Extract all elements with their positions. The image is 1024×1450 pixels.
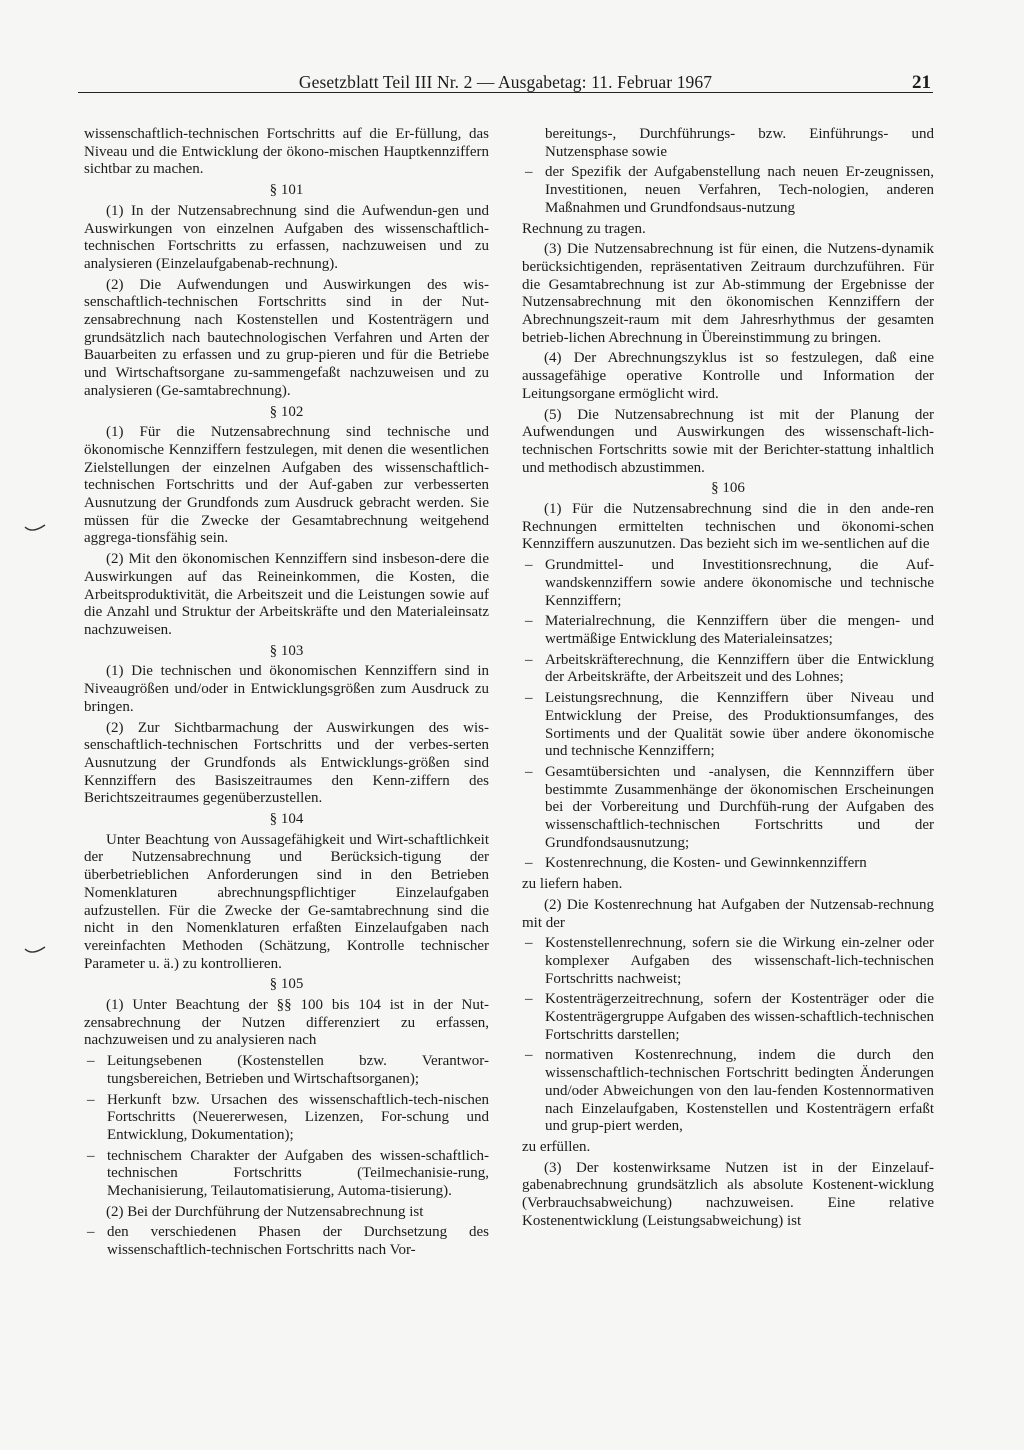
list-item: – Kostenstellenrechnung, sofern sie die Wirkung ein-zelner oder komplexer Aufgaben des wissenschaft-lich-technischen Fortschritts nachweist; [522, 935, 934, 988]
list-item: – Leistungsrechnung, die Kennziffern über Niveau und Entwicklung der Preise, des Produktionsumfanges, des Sortiments und der Qualität sowie über andere ökonomische und technische Kennziffern; [522, 690, 934, 761]
paragraph: (3) Der kostenwirksame Nutzen ist in der Einzelauf-gabenabrechnung grundsätzlich als absolute Kostenent-wicklung (Verbrauchsabweichung) nachzuweisen. Eine relative Kostenentwicklung (Leistungsabweichung) ist [522, 1159, 934, 1229]
paragraph: (5) Die Nutzensabrechnung ist mit der Planung der Aufwendungen und Auswirkungen des wissenschaft-lich-technischen Fortschritts sowie mit der Berichter-stattung inhaltlich und methodisch abzustimmen. [522, 406, 934, 476]
list-item: – Grundmittel- und Investitionsrechnung, die Auf-wandskennziffern sowie andere ökonomische und technische Kennziffern; [522, 557, 934, 610]
list-item: – Leitungsebenen (Kostenstellen bzw. Verantwor-tungsbereichen, Betrieben und Wirtschaftsorganen); [84, 1053, 489, 1088]
section-heading: § 105 [269, 976, 304, 993]
list-item: – Kostenrechnung, die Kosten- und Gewinnkennziffern [522, 855, 934, 873]
list-item: – Kostenträgerzeitrechnung, sofern der Kostenträger oder die Kostenträgergruppe Aufgaben des wissen-schaftlich-technischen Fortschritts darstellen; [522, 991, 934, 1044]
paragraph: (3) Die Nutzensabrechnung ist für einen, die Nutzens-dynamik berücksichtigenden, repräsentativen Zeitraum durchzuführen. Für die Gesamtabrechnung ist zur Ab-stimmung der Ergebnisse der Nutzensabrechnung mit den ökonomischen Kennziffern der Abrechnungszeit-raum mit dem Jahresrhythmus der gesamten betrieb-lichen Abrechnung in Übereinstimmung zu bringen. [522, 241, 934, 346]
paragraph: (1) Unter Beachtung der §§ 100 bis 104 ist in der Nut-zensabrechnung der Nutzen differenziert zu erfassen, nachzuweisen und zu analysieren nach [84, 997, 489, 1049]
section-heading: § 101 [269, 182, 304, 199]
list-item: – den verschiedenen Phasen der Durchsetzung des wissenschaftlich-technischen Fortschritts nach Vor- [84, 1224, 489, 1259]
list-item: – Materialrechnung, die Kennziffern über die mengen- und wertmäßige Entwicklung des Materialeinsatzes; [522, 613, 934, 648]
list-item: – Herkunft bzw. Ursachen des wissenschaftlich-tech-nischen Fortschritts (Neuererwesen, Lizenzen, For-schung und Entwicklung, Dokumentation); [84, 1092, 489, 1145]
list-item: – Gesamtübersichten und -analysen, die Kennnziffern über bestimmte Zusammenhänge der ökonomischen Erscheinungen bei der Vorbereitung und Durchfüh-rung der Aufgaben des wissenschaftlich-technischen Fortschritts und der Grundfondsausnutzung; [522, 764, 934, 853]
paragraph: Rechnung zu tragen. [522, 220, 646, 237]
paragraph: zu liefern haben. [522, 876, 623, 893]
list-item: – Arbeitskräfterechnung, die Kennziffern über die Entwicklung der Arbeitskräfte, der Arbeitszeit und des Lohnes; [522, 652, 934, 687]
list-item: – normativen Kostenrechnung, indem die durch den wissenschaftlich-technischen Fortschritt bedingten Änderungen und/oder Abweichungen von den lau-fenden Kostennormativen nach Einzelaufgaben, Kostenstellen und Kostenträgern erfaßt und grup-piert werden, [522, 1047, 934, 1136]
paragraph: (2) Die Aufwendungen und Auswirkungen des wis-senschaftlich-technischen Fortschritts sind in der Nut-zensabrechnung nach Kostenstellen und Kostenträgern und grundsätzlich nach bautechnologischen Verfahren und Arten der Bauarbeiten zu erfassen und zu grup-pieren und für die Betriebe und Wirtschaftsorgane zu-sammengefaßt nachzuweisen und zu analysieren (Ge-samtabrechnung). [84, 276, 489, 399]
list-item: – der Spezifik der Aufgabenstellung nach neuen Er-zeugnissen, Investitionen, neuen Verfahren, Tech-nologien, anderen Maßnahmen und Grundfondsaus-nutzung [522, 164, 934, 217]
margin-checkmark-icon [24, 945, 46, 957]
section-heading: § 106 [711, 480, 745, 497]
paragraph: (2) Mit den ökonomischen Kennziffern sind insbeson-dere die Auswirkungen auf das Reineinkommen, die Kosten, die Arbeitsproduktivität, die Arbeitszeit und die Leistungen sowie auf die Anzahl und Struktur der Arbeitskräfte und den Materialeinsatz nachzuweisen. [84, 551, 489, 638]
right-column [522, 126, 934, 1233]
margin-checkmark-icon [24, 523, 46, 535]
paragraph: (2) Die Kostenrechnung hat Aufgaben der Nutzensab-rechnung mit der [522, 896, 934, 931]
left-column [84, 126, 489, 1263]
paragraph: wissenschaftlich-technischen Fortschritts auf die Er-füllung, das Niveau und die Entwicklung der ökono-mischen Hauptkennziffern sichtbar zu machen. [84, 126, 489, 178]
paragraph: zu erfüllen. [522, 1138, 591, 1155]
paragraph: (2) Bei der Durchführung der Nutzensabrechnung ist [106, 1203, 424, 1220]
page-header [78, 52, 933, 93]
section-heading: § 102 [269, 403, 304, 420]
paragraph: (1) In der Nutzensabrechnung sind die Aufwendun-gen und Auswirkungen von einzelnen Aufgaben des wissenschaftlich-technischen Fortschritts zu erfassen, nachzuweisen und zu analysieren (Einzelaufgabenab-rechnung). [84, 202, 489, 272]
header-title: Gesetzblatt Teil III Nr. 2 — Ausgabetag: 11. Februar 1967 [298, 72, 713, 92]
section-heading: § 103 [269, 642, 304, 659]
paragraph: (1) Für die Nutzensabrechnung sind technische und ökonomische Kennziffern festzulegen, mit denen die wesentlichen Zielstellungen der einzelnen Aufgaben des wissenschaftlich-technischen Fortschritts und der Auf-gaben zur verbesserten Ausnutzung der Grundfonds zum Ausdruck gebracht werden. Sie müssen für die Zwecke der Gesamtabrechnung weitgehend aggrega-tionsfähig sein. [84, 424, 489, 547]
paragraph: (1) Für die Nutzensabrechnung sind die in den ande-ren Rechnungen ermittelten technischen und ökonomi-schen Kennziffern auszunutzen. Das bezieht sich im we-sentlichen auf die [522, 501, 934, 553]
list-item: – technischem Charakter der Aufgaben des wissen-schaftlich-technischen Fortschritts (Teilmechanisie-rung, Mechanisierung, Teilautomatisierung, Automa-tisierung). [84, 1148, 489, 1201]
paragraph: (4) Der Abrechnungszyklus ist so festzulegen, daß eine aussagefähige operative Kontrolle und Information der Leitungsorgane ermöglicht wird. [522, 350, 934, 402]
paragraph: (2) Zur Sichtbarmachung der Auswirkungen des wis-senschaftlich-technischen Fortschritts und der verbes-serten Ausnutzung der Grundfonds als Entwicklungs-größen sind Kennziffern des Basiszeitraumes den Kenn-ziffern des Berichtszeitraumes gegenüberzustellen. [84, 719, 489, 807]
section-heading: § 104 [269, 811, 304, 828]
paragraph: (1) Die technischen und ökonomischen Kennziffern sind in Niveaugrößen und/oder in Entwicklungsgrößen zum Ausdruck zu bringen. [84, 663, 489, 715]
paragraph: Unter Beachtung von Aussagefähigkeit und Wirt-schaftlichkeit der Nutzensabrechnung und Berücksich-tigung der überbetrieblichen Anforderungen sind in den Betrieben Nomenklaturen abrechnungspflichtiger Einzelaufgaben aufzustellen. Für die Zwecke der Ge-samtabrechnung sind die nicht in den Nomenklaturen erfaßten Einzelaufgaben nach vereinfachten Methoden (Schätzung, Kontrolle technischer Parameter u. ä.) zu kontrollieren. [84, 831, 489, 972]
page-number: 21 [912, 72, 931, 93]
list-item-continuation: bereitungs-, Durchführungs- bzw. Einführungs- und Nutzensphase sowie [545, 126, 934, 160]
